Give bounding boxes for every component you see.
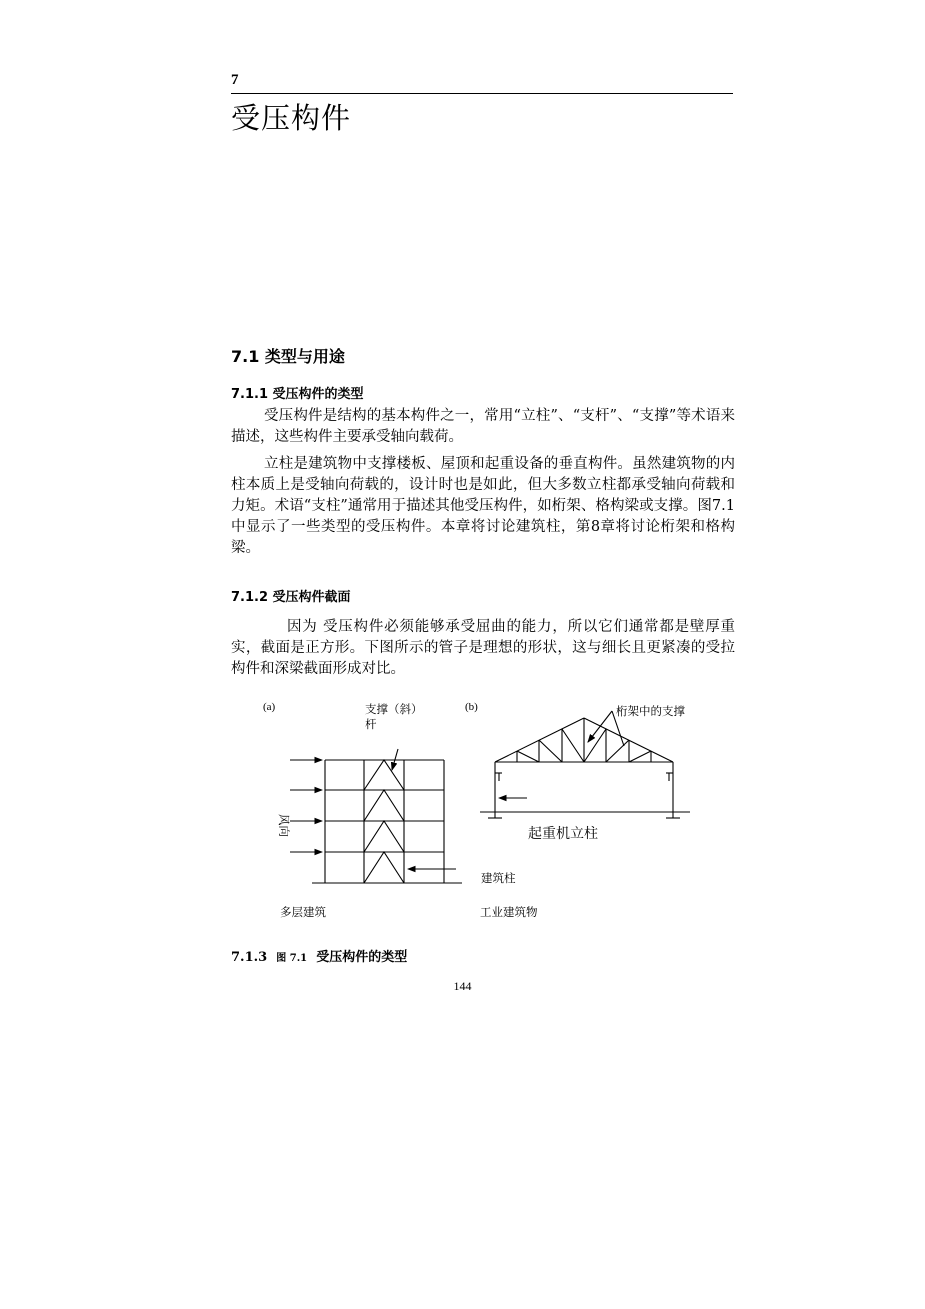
bracing-label-line2: 杆 bbox=[365, 717, 377, 731]
truss-bracing-label: 桁架中的支撑 bbox=[616, 704, 685, 718]
paragraph-1: 受压构件是结构的基本构件之一，常用“立柱”、“支杆”、“支撑”等术语来描述，这些构件主要承受轴向载荷。 bbox=[231, 408, 735, 445]
paragraph-3: 因为 受压构件必须能够承受屈曲的能力，所以它们通常都是壁厚重实，截面是正方形。下图所示的管子是理想的形状，这与细长且更紧凑的受拉构件和深梁截面形成对比。 bbox=[231, 619, 735, 677]
multistorey-label: 多层建筑 bbox=[280, 905, 326, 919]
chapter-title: 受压构件 bbox=[231, 101, 352, 135]
figure-label-b: (b) bbox=[465, 701, 478, 713]
wind-label: 风向 bbox=[277, 814, 291, 837]
figure-label-a: (a) bbox=[263, 701, 276, 713]
figure-caption bbox=[231, 946, 407, 965]
caption-text: 受压构件的类型 bbox=[316, 950, 408, 965]
industrial-label: 工业建筑物 bbox=[480, 905, 538, 919]
page-number: 144 bbox=[453, 979, 472, 993]
caption-number: 7.1.3 bbox=[231, 950, 268, 965]
building-column-label: 建筑柱 bbox=[481, 871, 516, 885]
subsection-heading-7-1-2: 7.1.2 受压构件截面 bbox=[231, 590, 351, 605]
truss-pointer-2 bbox=[612, 711, 624, 746]
crane-column-label: 起重机立柱 bbox=[528, 826, 598, 842]
section-heading: 7.1 类型与用途 bbox=[231, 347, 345, 366]
caption-fig: 图 7.1 bbox=[276, 953, 308, 964]
paragraph-2: 立柱是建筑物中支撑楼板、屋顶和起重设备的垂直构件。虽然建筑物的内柱本质上是受轴向荷载的，设计时也是如此，但大多数立柱都承受轴向荷载和力矩。术语“支柱”通常用于描述其他受压构件，如桁架、格构梁或支撑。图7.1中显示了一些类型的受压构件。本章将讨论建筑柱，第8章将讨论桁架和格构梁。 bbox=[231, 456, 735, 556]
chapter-number: 7 bbox=[231, 72, 239, 88]
wind-arrows bbox=[290, 760, 322, 852]
bracing-label-line1: 支撑（斜） bbox=[365, 702, 423, 716]
industrial-frame bbox=[480, 718, 690, 818]
multistorey-frame bbox=[312, 760, 462, 883]
subsection-heading-7-1-1: 7.1.1 受压构件的类型 bbox=[231, 387, 364, 402]
